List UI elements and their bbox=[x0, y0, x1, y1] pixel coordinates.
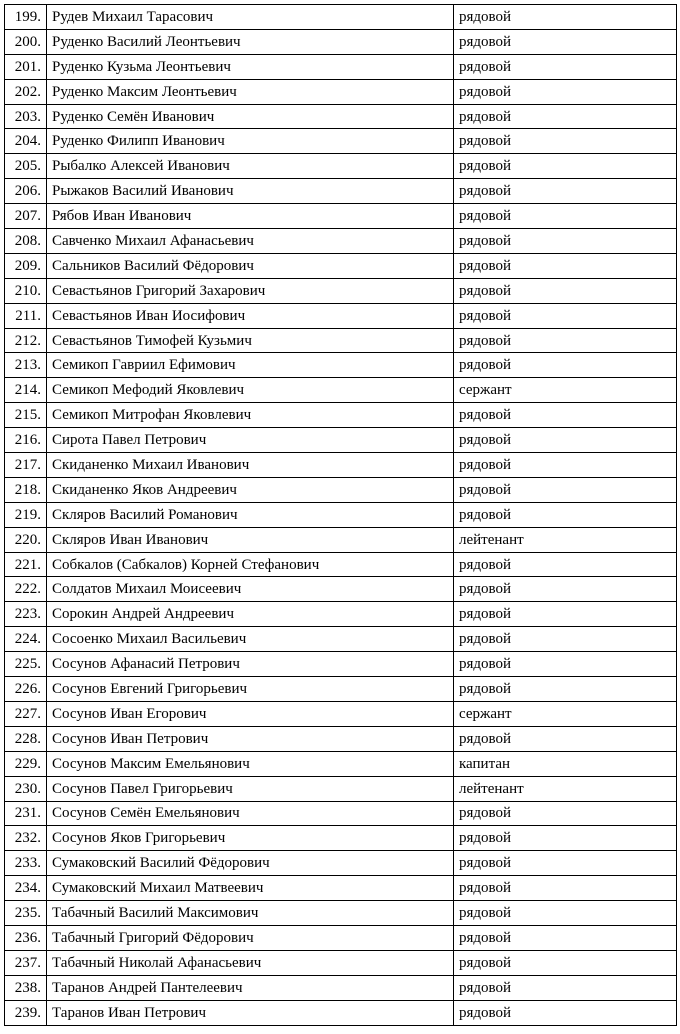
military-rank: капитан bbox=[454, 751, 677, 776]
person-name: Таранов Иван Петрович bbox=[47, 1000, 454, 1025]
table-row bbox=[5, 353, 677, 378]
person-name: Рыжаков Василий Иванович bbox=[47, 179, 454, 204]
military-rank: рядовой bbox=[454, 54, 677, 79]
table-row bbox=[5, 378, 677, 403]
person-name: Семикоп Митрофан Яковлевич bbox=[47, 403, 454, 428]
row-number: 229. bbox=[5, 751, 47, 776]
row-number: 210. bbox=[5, 278, 47, 303]
table-row bbox=[5, 751, 677, 776]
military-rank: рядовой bbox=[454, 129, 677, 154]
person-name: Сосунов Семён Емельянович bbox=[47, 801, 454, 826]
table-row bbox=[5, 428, 677, 453]
person-name: Семикоп Мефодий Яковлевич bbox=[47, 378, 454, 403]
row-number: 200. bbox=[5, 29, 47, 54]
table-row bbox=[5, 925, 677, 950]
row-number: 202. bbox=[5, 79, 47, 104]
row-number: 211. bbox=[5, 303, 47, 328]
military-rank: рядовой bbox=[454, 652, 677, 677]
table-row bbox=[5, 29, 677, 54]
table-row bbox=[5, 229, 677, 254]
military-rank: рядовой bbox=[454, 726, 677, 751]
table-row bbox=[5, 204, 677, 229]
person-name: Скиданенко Яков Андреевич bbox=[47, 477, 454, 502]
row-number: 225. bbox=[5, 652, 47, 677]
table-row bbox=[5, 726, 677, 751]
table-row bbox=[5, 602, 677, 627]
person-name: Сумаковский Михаил Матвеевич bbox=[47, 876, 454, 901]
roster-table bbox=[4, 4, 677, 1026]
person-name: Сосоенко Михаил Васильевич bbox=[47, 627, 454, 652]
military-rank: рядовой bbox=[454, 826, 677, 851]
table-row bbox=[5, 776, 677, 801]
row-number: 220. bbox=[5, 527, 47, 552]
military-rank: рядовой bbox=[454, 278, 677, 303]
table-row bbox=[5, 1000, 677, 1025]
military-rank: рядовой bbox=[454, 801, 677, 826]
person-name: Солдатов Михаил Моисеевич bbox=[47, 577, 454, 602]
military-rank: рядовой bbox=[454, 453, 677, 478]
military-rank: рядовой bbox=[454, 577, 677, 602]
military-rank: рядовой bbox=[454, 353, 677, 378]
row-number: 215. bbox=[5, 403, 47, 428]
person-name: Севастьянов Тимофей Кузьмич bbox=[47, 328, 454, 353]
table-row bbox=[5, 104, 677, 129]
table-row bbox=[5, 652, 677, 677]
military-rank: лейтенант bbox=[454, 527, 677, 552]
table-row bbox=[5, 527, 677, 552]
row-number: 233. bbox=[5, 851, 47, 876]
person-name: Рябов Иван Иванович bbox=[47, 204, 454, 229]
row-number: 235. bbox=[5, 901, 47, 926]
military-rank: рядовой bbox=[454, 328, 677, 353]
person-name: Рыбалко Алексей Иванович bbox=[47, 154, 454, 179]
person-name: Табачный Николай Афанасьевич bbox=[47, 950, 454, 975]
person-name: Табачный Василий Максимович bbox=[47, 901, 454, 926]
row-number: 231. bbox=[5, 801, 47, 826]
person-name: Севастьянов Иван Иосифович bbox=[47, 303, 454, 328]
person-name: Скляров Василий Романович bbox=[47, 502, 454, 527]
person-name: Собкалов (Сабкалов) Корней Стефанович bbox=[47, 552, 454, 577]
military-rank: рядовой bbox=[454, 602, 677, 627]
row-number: 206. bbox=[5, 179, 47, 204]
table-row bbox=[5, 677, 677, 702]
military-rank: рядовой bbox=[454, 627, 677, 652]
table-row bbox=[5, 154, 677, 179]
row-number: 224. bbox=[5, 627, 47, 652]
table-row bbox=[5, 552, 677, 577]
military-rank: лейтенант bbox=[454, 776, 677, 801]
row-number: 237. bbox=[5, 950, 47, 975]
person-name: Руденко Максим Леонтьевич bbox=[47, 79, 454, 104]
table-row bbox=[5, 876, 677, 901]
military-rank: рядовой bbox=[454, 253, 677, 278]
military-rank: рядовой bbox=[454, 29, 677, 54]
table-row bbox=[5, 179, 677, 204]
row-number: 199. bbox=[5, 5, 47, 30]
table-row bbox=[5, 577, 677, 602]
table-row bbox=[5, 701, 677, 726]
military-rank: рядовой bbox=[454, 950, 677, 975]
military-rank: рядовой bbox=[454, 502, 677, 527]
row-number: 217. bbox=[5, 453, 47, 478]
person-name: Сосунов Афанасий Петрович bbox=[47, 652, 454, 677]
table-row bbox=[5, 502, 677, 527]
military-rank: рядовой bbox=[454, 876, 677, 901]
military-rank: сержант bbox=[454, 701, 677, 726]
row-number: 223. bbox=[5, 602, 47, 627]
military-rank: рядовой bbox=[454, 428, 677, 453]
table-row bbox=[5, 303, 677, 328]
military-rank: рядовой bbox=[454, 901, 677, 926]
military-rank: рядовой bbox=[454, 552, 677, 577]
military-rank: рядовой bbox=[454, 1000, 677, 1025]
table-row bbox=[5, 826, 677, 851]
table-row bbox=[5, 975, 677, 1000]
row-number: 228. bbox=[5, 726, 47, 751]
person-name: Семикоп Гавриил Ефимович bbox=[47, 353, 454, 378]
row-number: 236. bbox=[5, 925, 47, 950]
table-row bbox=[5, 253, 677, 278]
row-number: 234. bbox=[5, 876, 47, 901]
table-row bbox=[5, 453, 677, 478]
person-name: Сосунов Павел Григорьевич bbox=[47, 776, 454, 801]
military-rank: рядовой bbox=[454, 677, 677, 702]
table-row bbox=[5, 901, 677, 926]
table-row bbox=[5, 851, 677, 876]
person-name: Руденко Филипп Иванович bbox=[47, 129, 454, 154]
person-name: Сумаковский Василий Фёдорович bbox=[47, 851, 454, 876]
military-rank: рядовой bbox=[454, 925, 677, 950]
table-row bbox=[5, 950, 677, 975]
person-name: Сосунов Яков Григорьевич bbox=[47, 826, 454, 851]
table-row bbox=[5, 477, 677, 502]
row-number: 212. bbox=[5, 328, 47, 353]
person-name: Сорокин Андрей Андреевич bbox=[47, 602, 454, 627]
row-number: 226. bbox=[5, 677, 47, 702]
table-row bbox=[5, 129, 677, 154]
military-rank: рядовой bbox=[454, 229, 677, 254]
person-name: Таранов Андрей Пантелеевич bbox=[47, 975, 454, 1000]
row-number: 208. bbox=[5, 229, 47, 254]
person-name: Сосунов Евгений Григорьевич bbox=[47, 677, 454, 702]
table-row bbox=[5, 54, 677, 79]
row-number: 221. bbox=[5, 552, 47, 577]
row-number: 239. bbox=[5, 1000, 47, 1025]
person-name: Скляров Иван Иванович bbox=[47, 527, 454, 552]
row-number: 216. bbox=[5, 428, 47, 453]
person-name: Севастьянов Григорий Захарович bbox=[47, 278, 454, 303]
row-number: 219. bbox=[5, 502, 47, 527]
row-number: 209. bbox=[5, 253, 47, 278]
military-rank: рядовой bbox=[454, 104, 677, 129]
row-number: 213. bbox=[5, 353, 47, 378]
row-number: 201. bbox=[5, 54, 47, 79]
person-name: Сосунов Максим Емельянович bbox=[47, 751, 454, 776]
military-rank: рядовой bbox=[454, 975, 677, 1000]
person-name: Руденко Кузьма Леонтьевич bbox=[47, 54, 454, 79]
person-name: Табачный Григорий Фёдорович bbox=[47, 925, 454, 950]
row-number: 205. bbox=[5, 154, 47, 179]
row-number: 232. bbox=[5, 826, 47, 851]
table-row bbox=[5, 801, 677, 826]
military-rank: рядовой bbox=[454, 303, 677, 328]
row-number: 230. bbox=[5, 776, 47, 801]
row-number: 204. bbox=[5, 129, 47, 154]
person-name: Скиданенко Михаил Иванович bbox=[47, 453, 454, 478]
person-name: Сосунов Иван Петрович bbox=[47, 726, 454, 751]
military-rank: рядовой bbox=[454, 851, 677, 876]
person-name: Руденко Василий Леонтьевич bbox=[47, 29, 454, 54]
row-number: 214. bbox=[5, 378, 47, 403]
military-rank: рядовой bbox=[454, 403, 677, 428]
person-name: Сальников Василий Фёдорович bbox=[47, 253, 454, 278]
military-rank: рядовой bbox=[454, 5, 677, 30]
roster-body bbox=[5, 5, 677, 1026]
military-rank: рядовой bbox=[454, 79, 677, 104]
table-row bbox=[5, 5, 677, 30]
row-number: 238. bbox=[5, 975, 47, 1000]
table-row bbox=[5, 79, 677, 104]
table-row bbox=[5, 627, 677, 652]
military-rank: рядовой bbox=[454, 154, 677, 179]
person-name: Руденко Семён Иванович bbox=[47, 104, 454, 129]
military-rank: рядовой bbox=[454, 477, 677, 502]
military-rank: рядовой bbox=[454, 204, 677, 229]
table-row bbox=[5, 278, 677, 303]
person-name: Савченко Михаил Афанасьевич bbox=[47, 229, 454, 254]
military-rank: сержант bbox=[454, 378, 677, 403]
table-row bbox=[5, 403, 677, 428]
row-number: 207. bbox=[5, 204, 47, 229]
person-name: Сирота Павел Петрович bbox=[47, 428, 454, 453]
row-number: 227. bbox=[5, 701, 47, 726]
row-number: 203. bbox=[5, 104, 47, 129]
military-rank: рядовой bbox=[454, 179, 677, 204]
row-number: 222. bbox=[5, 577, 47, 602]
table-row bbox=[5, 328, 677, 353]
person-name: Рудев Михаил Тарасович bbox=[47, 5, 454, 30]
row-number: 218. bbox=[5, 477, 47, 502]
person-name: Сосунов Иван Егорович bbox=[47, 701, 454, 726]
